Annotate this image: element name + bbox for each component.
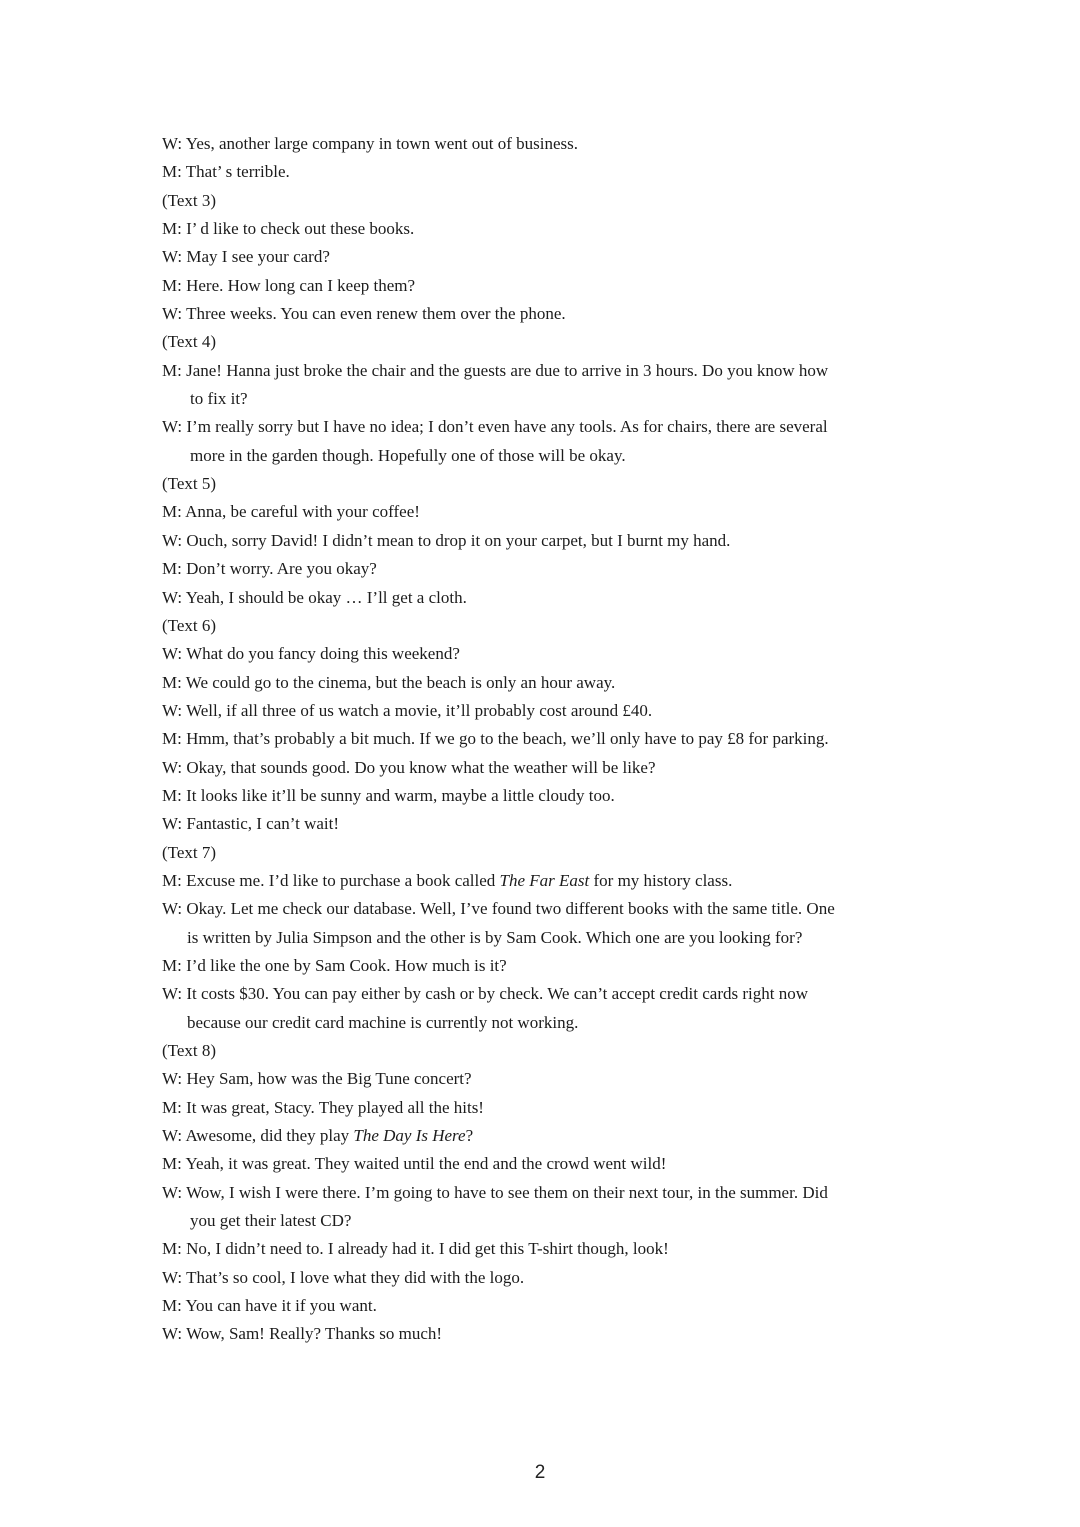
page-number: 2	[534, 1462, 546, 1483]
dialogue-line: W: Well, if all three of us watch a movie, it’ll probably cost around £40.	[162, 700, 653, 720]
dialogue-line-continuation: because our credit card machine is currently not working.	[187, 1012, 579, 1032]
dialogue-line	[162, 1122, 922, 1150]
dialogue-line: W: Yeah, I should be okay … I’ll get a cloth.	[162, 587, 467, 607]
dialogue-line: W: Okay. Let me check our database. Well, I’ve found two different books with the same title. One	[162, 899, 835, 919]
dialogue-line: M: Anna, be careful with your coffee!	[162, 502, 420, 522]
dialogue-line: W: It costs $30. You can pay either by cash or by check. We can’t accept credit cards right now	[162, 984, 808, 1004]
dialogue-line: W: May I see your card?	[162, 247, 330, 267]
dialogue-line: W: Fantastic, I can’t wait!	[162, 814, 340, 834]
dialogue-line: W: Hey Sam, how was the Big Tune concert?	[162, 1069, 472, 1089]
dialogue-line: M: No, I didn’t need to. I already had it. I did get this T-shirt though, look!	[162, 1239, 669, 1259]
dialogue-line-continuation: you get their latest CD?	[190, 1211, 352, 1231]
dialogue-line: M: Don’t worry. Are you okay?	[162, 559, 377, 579]
section-heading: (Text 8)	[162, 1041, 217, 1060]
transcript-body	[162, 130, 922, 1349]
dialogue-line: W: I’m really sorry but I have no idea; I don’t even have any tools. As for chairs, there are several	[162, 417, 828, 437]
dialogue-line: W: Wow, I wish I were there. I’m going to have to see them on their next tour, in the summer. Did	[162, 1182, 828, 1202]
section-heading: (Text 7)	[162, 842, 217, 862]
dialogue-line: M: Yeah, it was great. They waited until the end and the crowd went wild!	[162, 1154, 667, 1174]
dialogue-line: W: What do you fancy doing this weekend?	[162, 644, 460, 664]
dialogue-line-continuation: more in the garden though. Hopefully one of those will be okay.	[190, 445, 626, 465]
dialogue-line: W: Three weeks. You can even renew them over the phone.	[162, 304, 566, 324]
dialogue-line: M: It looks like it’ll be sunny and warm, maybe a little cloudy too.	[162, 785, 615, 805]
line-text: ?	[465, 1126, 474, 1146]
dialogue-line: W: Ouch, sorry David! I didn’t mean to drop it on your carpet, but I burnt my hand.	[162, 530, 731, 550]
dialogue-line: M: Hmm, that’s probably a bit much. If we go to the beach, we’ll only have to pay £8 for parking.	[162, 729, 829, 749]
dialogue-line: M: I’ d like to check out these books.	[162, 219, 415, 239]
dialogue-line: M: We could go to the cinema, but the beach is only an hour away.	[162, 672, 616, 692]
dialogue-line: W: Wow, Sam! Really? Thanks so much!	[162, 1324, 443, 1344]
section-heading: (Text 5)	[162, 474, 217, 494]
line-text: M: Excuse me. I’d like to purchase a book called	[162, 870, 500, 890]
line-text: for my history class.	[589, 870, 733, 890]
title-italic: The Day Is Here	[353, 1126, 466, 1146]
dialogue-line-continuation: to fix it?	[190, 389, 248, 409]
section-heading: (Text 3)	[162, 190, 217, 210]
section-heading: (Text 4)	[162, 332, 217, 352]
dialogue-line: M: I’d like the one by Sam Cook. How much is it?	[162, 955, 507, 975]
line-text: W: Awesome, did they play	[162, 1126, 354, 1146]
dialogue-line: M: That’ s terrible.	[162, 162, 290, 182]
dialogue-line: M: You can have it if you want.	[162, 1296, 377, 1316]
dialogue-line: W: That’s so cool, I love what they did with the logo.	[162, 1267, 525, 1287]
dialogue-line-continuation: is written by Julia Simpson and the other is by Sam Cook. Which one are you looking for?	[187, 927, 803, 947]
dialogue-line: M: Jane! Hanna just broke the chair and the guests are due to arrive in 3 hours. Do you know how	[162, 360, 829, 380]
dialogue-line	[162, 867, 922, 895]
dialogue-line: M: It was great, Stacy. They played all the hits!	[162, 1097, 484, 1117]
title-italic: The Far East	[499, 870, 590, 890]
dialogue-line: W: Okay, that sounds good. Do you know what the weather will be like?	[162, 757, 656, 777]
dialogue-line: M: Here. How long can I keep them?	[162, 275, 416, 295]
section-heading: (Text 6)	[162, 615, 217, 635]
dialogue-line: W: Yes, another large company in town went out of business.	[162, 134, 578, 153]
